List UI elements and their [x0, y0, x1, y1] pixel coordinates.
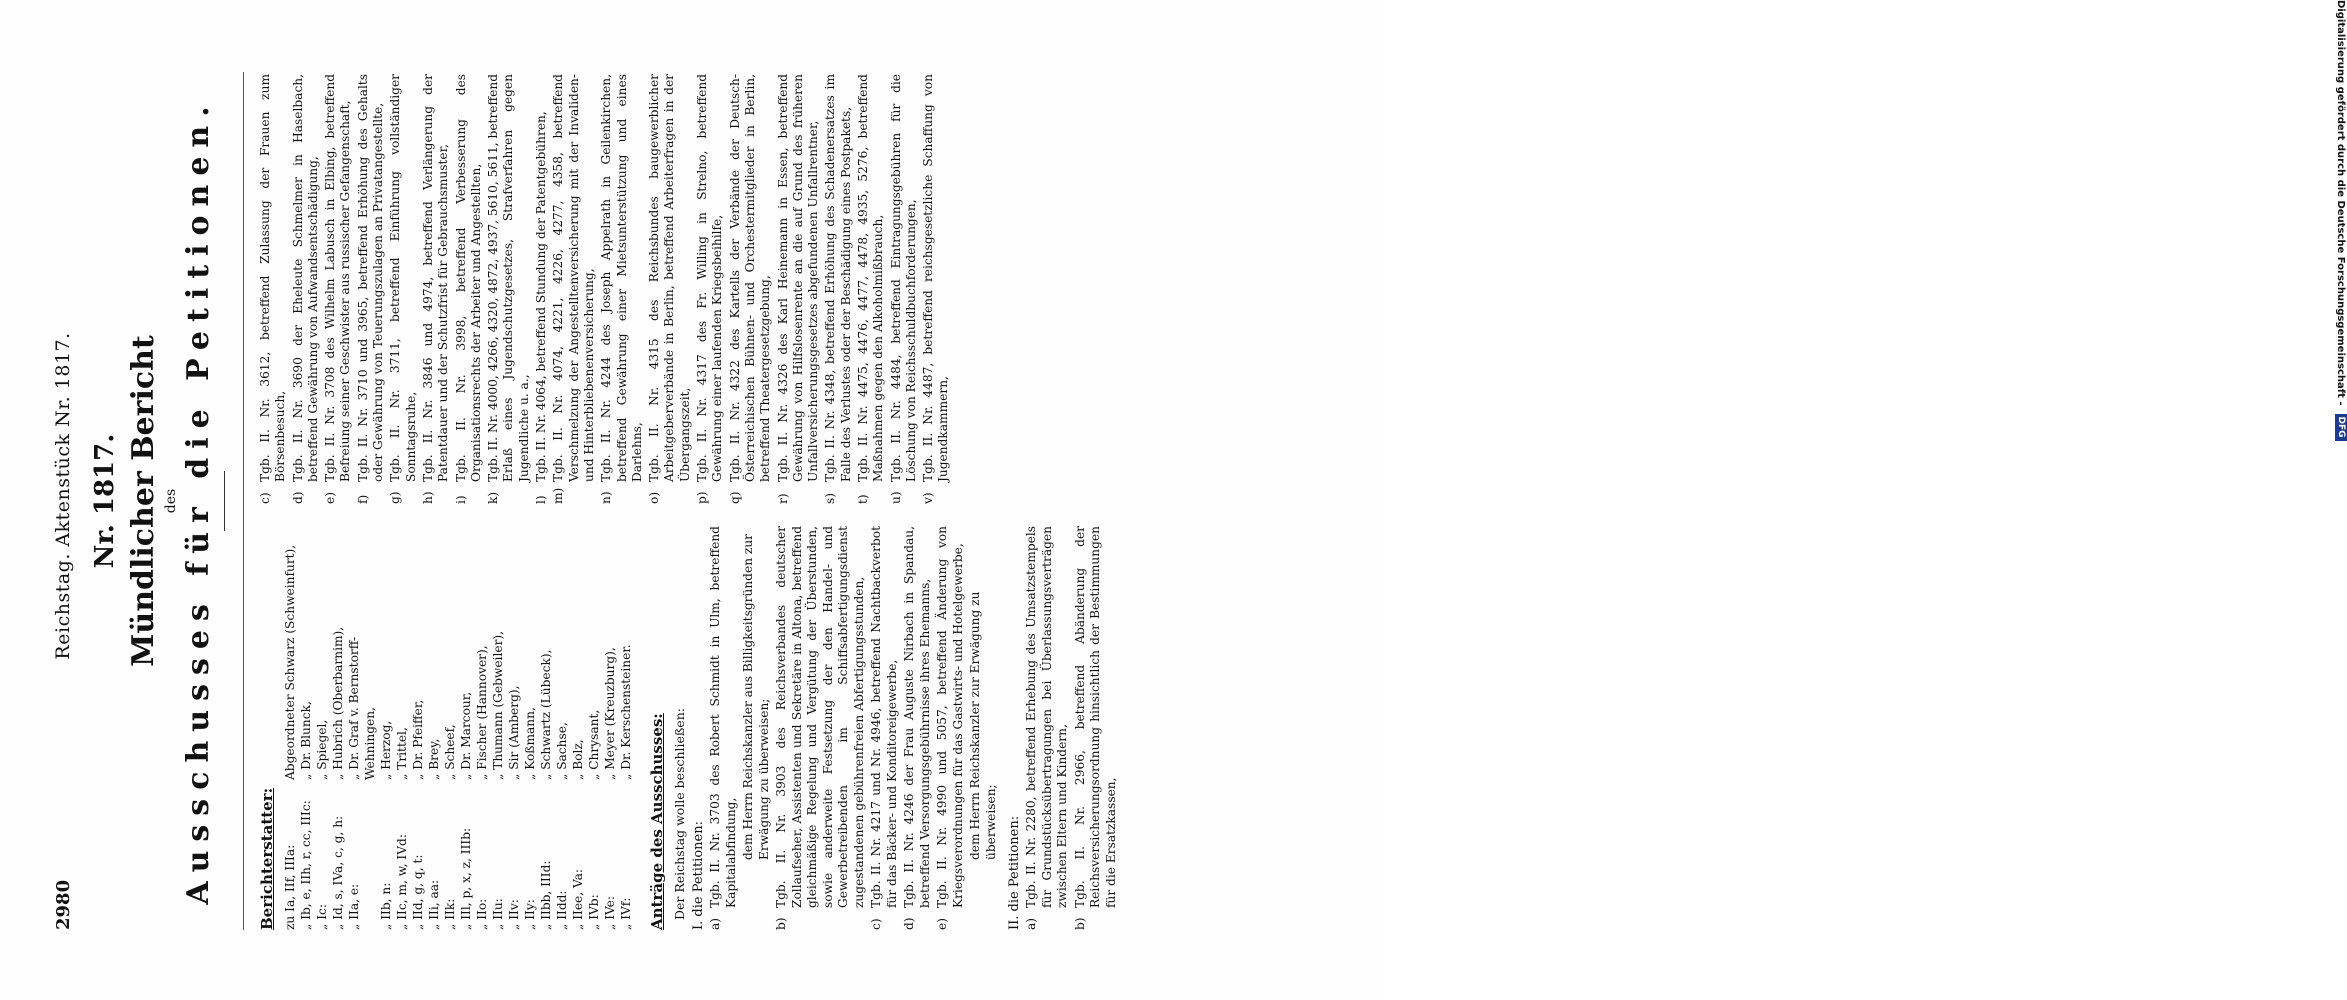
reporter-row [538, 526, 554, 930]
reporter-key: „ IIee, Va: [571, 868, 585, 930]
right-column [258, 74, 1121, 504]
reporter-key: „ IIy: [523, 899, 537, 930]
petition-item [869, 526, 900, 930]
right-column-items [258, 74, 952, 504]
petition-label: h) [420, 491, 435, 504]
petition-label: g) [388, 491, 403, 504]
petition-text: Tgb. II. Nr. 3998, betreffend Verbesserung des Organisationsrechts der Arbeiter und Angestellten, [453, 74, 483, 482]
reporter-key: „ IIi, aa: [427, 879, 441, 930]
reporter-row [394, 526, 410, 930]
petition-text: Tgb. II. Nr. 4315 des Reichsbundes baugewerblicher Arbeitgeberverbände in Berlin, betreffend Arbeiterfragen in der Übergangszeit, [647, 74, 692, 482]
reporter-key: „ IVb: [587, 894, 601, 930]
petition-text: Tgb. II. Nr. 4990 und 5057, betreffend Änderung von Kriegsverordnungen für das Gastwirts- und Hotelgewerbe, [935, 526, 965, 908]
petition-item [454, 74, 485, 504]
petition-text: Tgb. II. Nr. 4317 des Fr. Willing in Strelno, betreffend Gewährung einer laufenden Kriegsbeihilfe, [695, 74, 725, 482]
section-II-items [1024, 526, 1119, 930]
reporter-row [522, 526, 538, 930]
left-column [258, 526, 1121, 930]
petition-item [486, 74, 532, 504]
petition-text: Tgb. II. Nr. 4475, 4476, 4477, 4478, 4935, 5276, betreffend Maßnahmen gegen den Alkoholmißbrauch, [855, 74, 886, 482]
petition-text: Tgb. II. Nr. 2280, betreffend Erhebung des Umsatzstempels für Grundstücksübertragungen bei Überlassungsverträgen zwischen Eltern und Kindern, [1024, 526, 1069, 908]
reporter-row [554, 526, 570, 930]
petition-item [728, 74, 774, 504]
petition-text: Tgb. II. Nr. 3708 des Wilhelm Labusch in Elbing, betreffend Befreiung seiner Geschwister aus russischer Gefangenschaft, [323, 74, 353, 482]
petition-item [695, 74, 726, 504]
petition-label: t) [855, 494, 870, 504]
reporter-key: „ IVe: [603, 895, 617, 930]
reporter-name: „ Sachse, [555, 722, 569, 780]
petition-label: o) [647, 491, 662, 504]
reporter-key: „ IIu: [491, 898, 505, 930]
petition-item [1024, 526, 1071, 930]
petition-label: c) [869, 918, 883, 930]
petition-text: Tgb. II. Nr. 3846 und 4974, betreffend Verlängerung der Patentdauer und der Schutzfrist für Gebrauchsmuster, [420, 74, 451, 482]
petition-item [551, 74, 597, 504]
petition-label: k) [486, 491, 501, 504]
petition-item [856, 74, 887, 504]
petition-item [823, 74, 854, 504]
reporter-name: Abgeordneter Schwarz (Schweinfurt), [283, 544, 297, 780]
reporter-key: „ Ic: [315, 904, 329, 930]
petition-label: u) [888, 491, 903, 504]
petition-item [708, 526, 739, 930]
reporter-name: „ Spiegel, [315, 719, 329, 780]
petition-label: s) [823, 492, 838, 504]
reporter-name: „ Dr. Marcour, [459, 691, 473, 780]
petition-text: Tgb. II. Nr. 4484, betreffend Eintragungsgebühren für die Löschung von Reichsschuldbuchforderungen, [888, 74, 918, 482]
reporter-row [602, 526, 618, 930]
running-title: Reichstag. Aktenstück Nr. 1817. [52, 332, 74, 660]
reporter-row [618, 526, 634, 930]
reporter-key: „ IIa, e: [347, 883, 361, 930]
reporter-row [298, 526, 314, 930]
petition-item [356, 74, 387, 504]
reporter-key: „ IIo: [475, 898, 489, 930]
reporter-key: „ Ib, e, IIh, r, cc, IIIc: [299, 800, 313, 930]
petition-label: q) [727, 491, 742, 504]
reporter-name: Wehningen, [363, 707, 377, 780]
petition-item [776, 74, 822, 504]
reporter-key: „ IIc, m, w, IVd: [395, 834, 409, 930]
petition-text: Tgb. II. Nr. 4000, 4266, 4320, 4872, 4937, 5610, 5611, betreffend Erlaß eines Jugendschutzgesetzes, Strafverfahren gegen Jugendliche u. a., [486, 74, 531, 482]
title-rule [224, 471, 225, 531]
petition-item [921, 74, 952, 504]
petition-item [534, 74, 549, 504]
section-I: I. die Petitionen: [691, 821, 706, 930]
reporter-name: „ Koßmann, [523, 707, 537, 780]
petition-text: Tgb. II. Nr. 3703 des Robert Schmidt in Ulm, betreffend Kapitalabfindung, [708, 526, 738, 908]
petition-item [935, 526, 966, 930]
reporter-name: „ Schwartz (Lübeck), [539, 649, 553, 780]
reporters-heading: Berichterstatter: [258, 787, 276, 930]
petition-item [599, 74, 645, 504]
petition-conclusion: dem Herrn Reichskanzler zur Erwägung zu überweisen; [968, 591, 998, 860]
reporter-row [586, 526, 602, 930]
reporter-name: „ Herzog, [379, 720, 393, 780]
reporter-name: „ Dr. Blunck, [299, 701, 313, 780]
reporter-name: „ Trittel, [395, 727, 409, 780]
petition-label: c) [258, 492, 272, 504]
reporter-row [426, 526, 442, 930]
petition-item [902, 526, 933, 930]
reporter-name: „ Scheef, [443, 724, 457, 780]
title-des: des [163, 488, 179, 514]
reporter-row [442, 526, 458, 930]
petition-label: v) [921, 492, 936, 504]
petition-label: b) [1072, 917, 1087, 930]
petition-label: r) [775, 493, 790, 504]
petition-label: b) [774, 917, 788, 930]
digitization-note [1347, 0, 2347, 1000]
petition-label: f) [355, 494, 370, 504]
petition-text: Tgb. II. Nr. 4348, betreffend Erhöhung des Schadenersatzes im Falle des Verlustes oder der Beschädigung eines Postpakets, [823, 74, 853, 482]
reporter-key: „ IIdd: [555, 890, 569, 930]
petition-label: d) [290, 491, 305, 504]
reporter-name: „ Bolz, [571, 739, 585, 780]
petition-label: l) [534, 495, 549, 504]
petition-label: a) [708, 917, 722, 930]
petition-text: Tgb. II. Nr. 3711, betreffend Einführung vollständiger Sonntagsruhe, [388, 74, 418, 482]
petition-text: Tgb. II. Nr. 4246 der Frau Auguste Nirbach in Spandau, betreffend Versorgungsgebührnisse ihres Ehemanns, [902, 526, 932, 908]
petition-text: Tgb. II. Nr. 4064, betreffend Stundung der Patentgebühren, [534, 111, 549, 482]
reporter-row [378, 526, 394, 930]
petition-item [1073, 526, 1120, 930]
petition-item [421, 74, 452, 504]
petition-item [291, 74, 322, 504]
reporter-name: „ Thumann (Gebweiler), [491, 630, 505, 780]
petition-label: i) [453, 495, 468, 504]
reporter-key: „ IIv: [507, 899, 521, 930]
petition-label: n) [599, 491, 614, 504]
petition-item [647, 74, 693, 504]
reporter-key: zu Ia, IIf, IIIa: [283, 844, 297, 930]
title-block [90, 72, 225, 930]
petition-text: Tgb. II. Nr. 3903 des Reichsverbandes deutscher Zollaufseher, Assistenten und Sekretäre in Altona, betreffend gleichmäßige Regelung und Vergütung der Überstunden, sowie anderweite Festsetzung der den Handel- und Gewerbetreibenden im Schiffsabfertigungsdienst zugestandenen gebührenfreien Abfertigungsstunden, [774, 526, 866, 908]
reporter-name: „ Chrysant, [587, 709, 601, 780]
antraege-heading: Anträge des Ausschusses: [648, 713, 666, 930]
reporter-name: „ Dr. Pfeiffer, [411, 699, 425, 780]
reporter-key: „ Id, s, IVa, c, g, h: [331, 815, 345, 930]
document-title: Mündlicher Bericht [126, 335, 161, 667]
reporter-row [282, 526, 298, 930]
reporter-name: „ Meyer (Kreuzburg), [603, 647, 617, 780]
reporter-key: „ IVf: [619, 897, 633, 930]
petition-label: e) [323, 492, 338, 504]
reporter-list [282, 526, 634, 930]
section-I-items [708, 526, 999, 930]
digitization-text: Digitalisierung gefördert durch die Deutsche Forschungsgemeinschaft - [2335, 0, 2347, 406]
petition-label: d) [902, 917, 916, 930]
reporter-row [362, 526, 378, 930]
document-number: Nr. 1817. [90, 433, 120, 569]
reporter-key: „ IId, g, q, t: [411, 854, 425, 930]
petition-text: Tgb. II. Nr. 3690 der Eheleute Schmelmer in Haselbach, betreffend Gewährung von Aufwandsentschädigung, [290, 74, 320, 482]
reporter-key: „ IIk: [443, 898, 457, 930]
reporter-name: „ Fischer (Hannover), [475, 645, 489, 780]
petition-text: Tgb. II. Nr. 4487, betreffend reichsgesetzliche Schaffung von Jugendkammern, [921, 74, 951, 482]
reporter-name: „ Dr. Kerschensteiner. [619, 644, 633, 780]
reporter-row [570, 526, 586, 930]
petition-text: Tgb. II. Nr. 3710 und 3965, betreffend Erhöhung des Gehalts oder Gewährung von Teuerungszulagen an Privatangestellte, [355, 74, 386, 482]
petition-text: Tgb. II. Nr. 4244 des Joseph Appelrath in Geilenkirchen, betreffend Gewährung einer Mietsunterstützung und eines Darlehns, [599, 74, 644, 482]
reporter-name: „ Hubrich (Oberbarnim), [331, 626, 345, 780]
petition-conclusion: dem Herrn Reichskanzler aus Billigkeitsgründen zur Erwägung zu überweisen; [741, 533, 771, 860]
reporter-row [490, 526, 506, 930]
section-II: II. die Petitionen: [1007, 815, 1022, 930]
reporter-row [346, 526, 362, 930]
reporter-row [458, 526, 474, 930]
petition-item [774, 526, 867, 930]
petition-text: Tgb. II. Nr. 4217 und Nr. 4946, betreffend Nachtbackverbot für das Bäcker- und Konditoreigewerbe, [869, 526, 899, 908]
reporter-row [330, 526, 346, 930]
petition-label: a) [1024, 917, 1038, 930]
page-number: 2980 [53, 879, 74, 930]
petition-label: e) [935, 918, 949, 930]
petition-item [388, 74, 419, 504]
reporter-row [410, 526, 426, 930]
reporter-row [474, 526, 490, 930]
reporter-key: „ IIb, n: [379, 882, 393, 930]
running-head [52, 72, 74, 930]
reporter-key [362, 780, 378, 930]
petition-label: m) [551, 487, 566, 504]
petition-text: Tgb. II. Nr. 2966, betreffend Abänderung der Reichsversicherungsordnung hinsichtlich der Bestimmungen für die Ersatzkassen, [1072, 526, 1118, 908]
petition-item [258, 74, 289, 504]
petition-item [323, 74, 354, 504]
reporter-name: „ Brey, [427, 738, 441, 780]
two-column-body [243, 72, 1121, 930]
petition-text: Tgb. II. Nr. 4326 des Karl Heinemann in Essen, betreffend Gewährung von Hilfslosenrente an die auf Grund des früheren Unfallversicherungsgesetzes abgefundenen Unfallrentner, [775, 74, 821, 482]
petition-text: Tgb. II. Nr. 4074, 4221, 4226, 4277, 4358, betreffend Verschmelzung der Angestelltenversicherung mit der Invaliden- und Hinterbliebenenversicherung, [551, 74, 596, 482]
antraege-intro: Der Reichstag wolle beschließen: [672, 708, 687, 920]
petition-item [889, 74, 920, 504]
petition-text: Tgb. II. Nr. 3612, betreffend Zulassung der Frauen zum Börsenbesuch, [258, 74, 288, 482]
petition-text: Tgb. II. Nr. 4322 des Kartells der Verbände der Deutsch-Österreichischen Bühnen- und Orchestermitglieder in Berlin, betreffend Theatergesetzgebung, [727, 74, 773, 482]
dfg-logo: DFG [2335, 414, 2347, 441]
reporter-name: „ Dr. Graf v. Bernstorff- [347, 636, 361, 780]
reporter-key: „ IIl, p, x, z, IIIb: [459, 827, 473, 930]
reporter-row [314, 526, 330, 930]
reporter-name: „ Sir (Amberg), [507, 685, 521, 780]
reporter-row [506, 526, 522, 930]
reporter-key: „ IIbb, IIId: [539, 860, 553, 930]
document-subtitle: Ausschusses für die Petitionen. [181, 97, 216, 905]
petition-label: p) [695, 491, 710, 504]
